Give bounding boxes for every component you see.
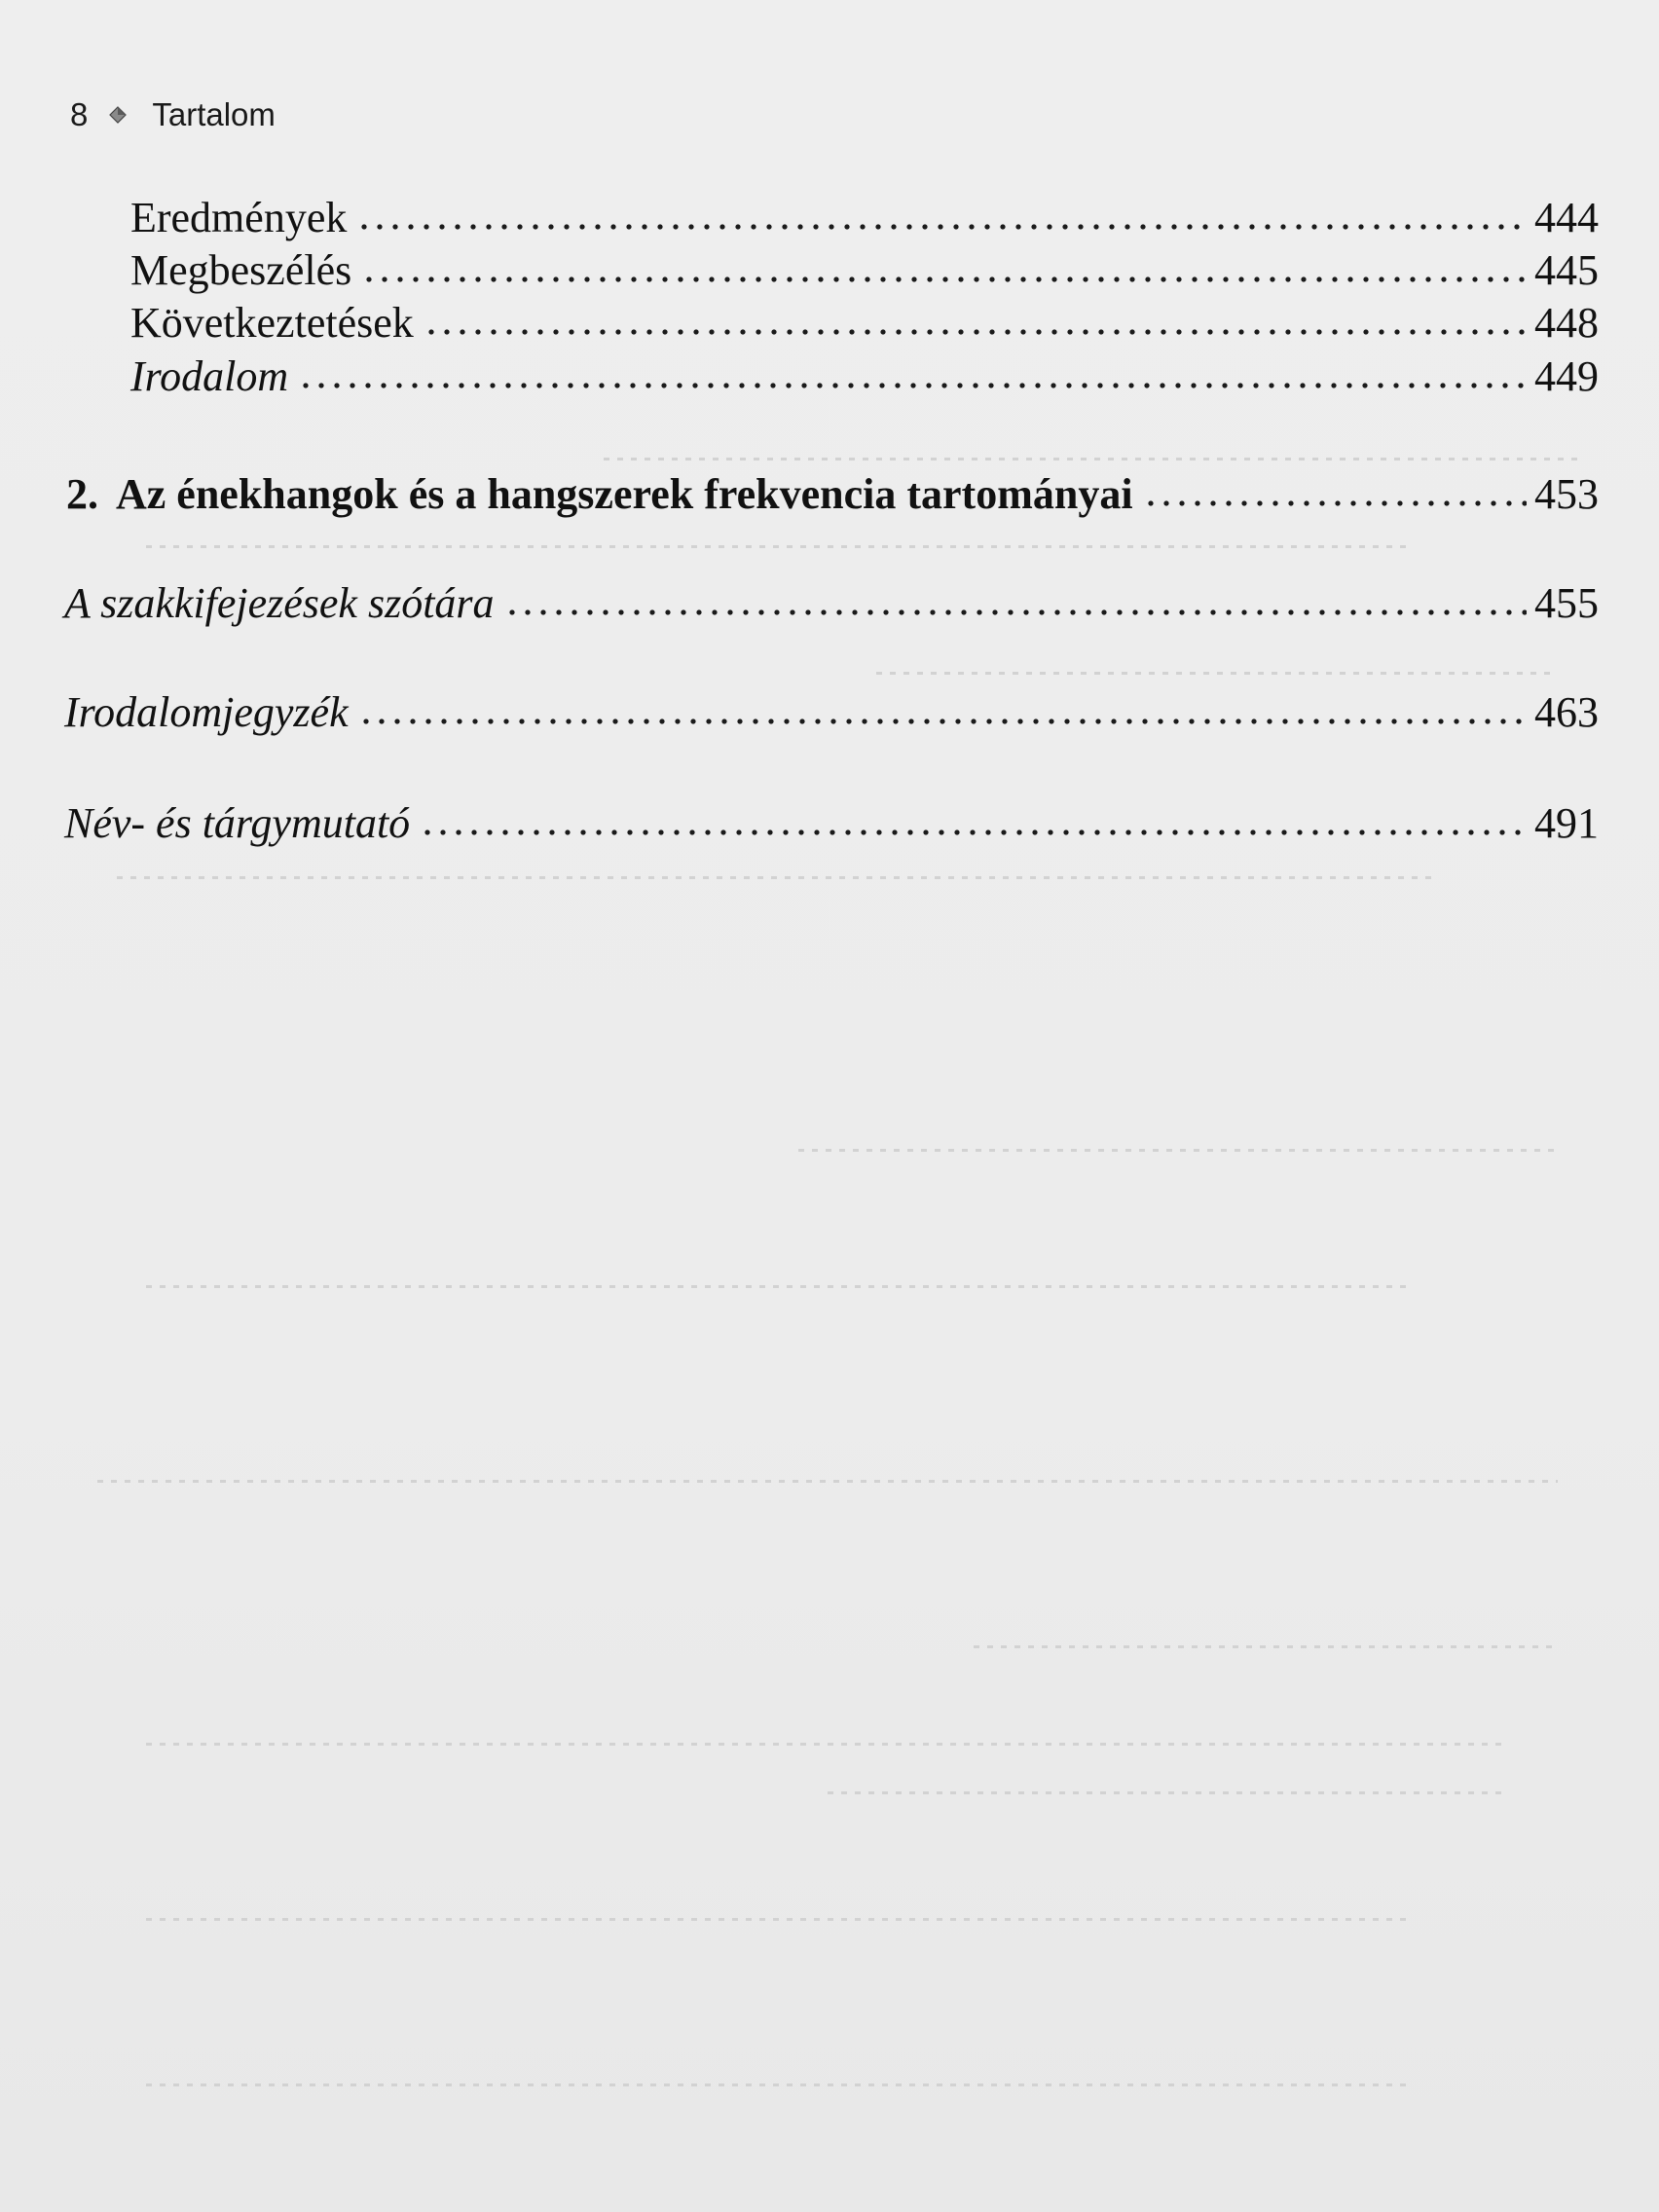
- page-number: 8: [70, 96, 89, 132]
- toc-entry-page: 455: [1534, 579, 1599, 627]
- ghost-leader: [146, 1285, 1412, 1288]
- toc-entry-label: Eredmények: [130, 194, 348, 241]
- ghost-leader: [117, 876, 1431, 879]
- toc-entry-label: Irodalom: [130, 352, 289, 400]
- dot-leader: [358, 717, 1527, 726]
- ghost-leader: [146, 545, 1412, 548]
- dot-leader: [504, 608, 1527, 617]
- ghost-leader: [146, 1918, 1412, 1921]
- dot-leader: [356, 222, 1527, 232]
- toc-entry-label: Irodalomjegyzék: [64, 688, 349, 736]
- dot-leader: [420, 828, 1527, 837]
- running-head: [70, 93, 276, 136]
- chapter-number: 2.: [66, 470, 98, 518]
- toc-entry-label: A szakkifejezések szótára: [64, 579, 495, 627]
- dot-leader: [424, 327, 1527, 337]
- toc-entry-page: 448: [1534, 299, 1599, 347]
- toc-entry-page: 453: [1534, 470, 1599, 518]
- toc-chapter-2[interactable]: [66, 469, 1599, 520]
- toc-entry-nev-es-targymutato[interactable]: [64, 798, 1599, 849]
- running-head-title: Tartalom: [152, 96, 276, 132]
- toc-entry-megbeszeles[interactable]: [130, 245, 1599, 296]
- toc-entry-szakkifejezesek[interactable]: [64, 578, 1599, 629]
- dot-leader: [1143, 498, 1527, 508]
- toc-entry-irodalomjegyzek[interactable]: [64, 687, 1599, 738]
- toc-entry-page: 449: [1534, 352, 1599, 400]
- toc-entry-page: 444: [1534, 194, 1599, 241]
- ghost-leader: [974, 1645, 1558, 1648]
- toc-entry-irodalom[interactable]: [130, 351, 1599, 402]
- toc-entry-page: 445: [1534, 246, 1599, 294]
- toc-chapter-label: [66, 469, 1143, 520]
- toc-entry-kovetkeztetesek[interactable]: [130, 298, 1599, 349]
- ghost-leader: [604, 458, 1577, 461]
- toc-entry-label: Név- és tárgymutató: [64, 799, 411, 847]
- ghost-leader: [146, 2083, 1412, 2086]
- ghost-leader: [828, 1791, 1509, 1794]
- dot-leader: [361, 275, 1527, 284]
- diamond-icon: [109, 106, 127, 124]
- toc-entry-page: 491: [1534, 799, 1599, 847]
- toc-entry-label: Következtetések: [130, 299, 414, 347]
- dot-leader: [298, 381, 1527, 390]
- toc-entry-page: 463: [1534, 688, 1599, 736]
- toc-entry-eredmenyek[interactable]: [130, 193, 1599, 243]
- ghost-leader: [146, 1743, 1509, 1746]
- ghost-leader: [876, 672, 1558, 675]
- toc-entry-label: Megbeszélés: [130, 246, 352, 294]
- ghost-leader: [97, 1480, 1558, 1483]
- ghost-leader: [798, 1149, 1558, 1152]
- chapter-title: Az énekhangok és a hangszerek frekvencia tartományai: [116, 470, 1133, 518]
